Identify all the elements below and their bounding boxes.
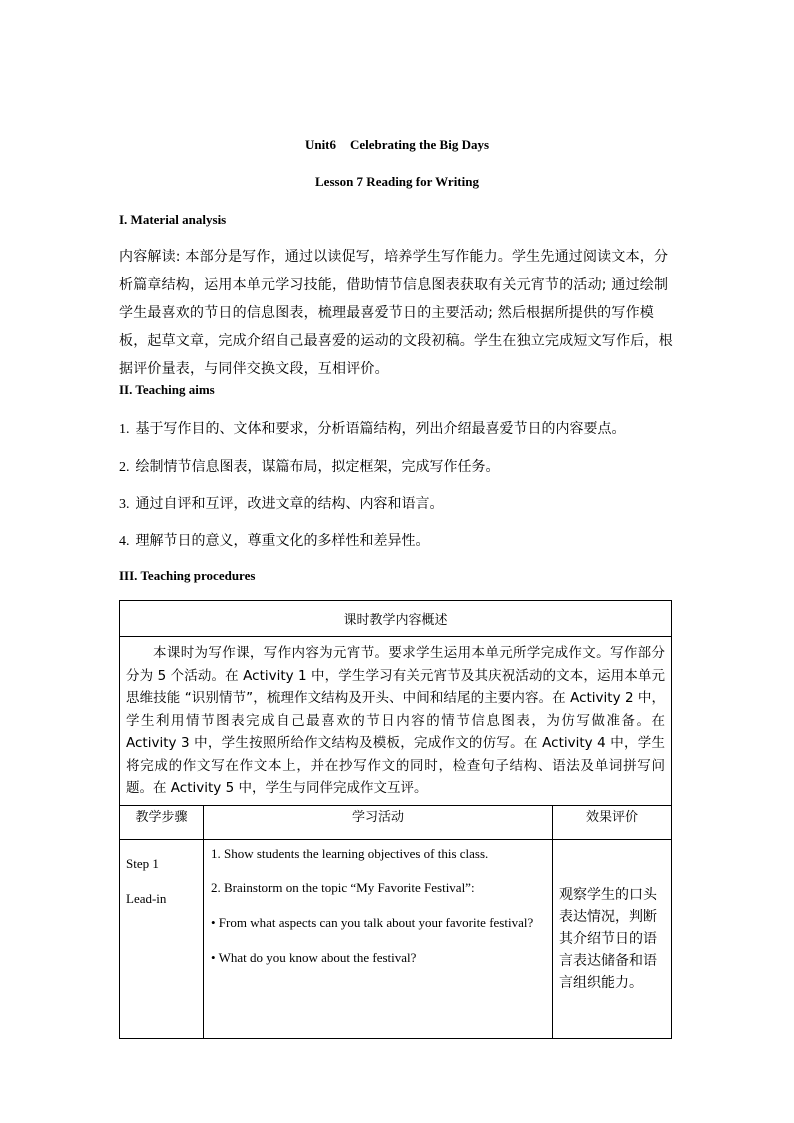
- column-header-step: 教学步骤: [120, 806, 204, 840]
- procedures-table: [119, 600, 672, 1039]
- unit-title: [0, 137, 794, 153]
- table-row: [120, 840, 672, 1039]
- table-caption: 课时教学内容概述: [120, 601, 672, 637]
- aim-item: 1. 基于写作目的、文体和要求，分析语篇结构，列出介绍最喜爱节日的内容要点。: [119, 421, 626, 437]
- activity-line: • What do you know about the festival?: [211, 950, 417, 965]
- aim-item: 3. 通过自评和互评，改进文章的结构、内容和语言。: [119, 496, 444, 512]
- activity-line: 1. Show students the learning objectives of this class.: [211, 846, 489, 861]
- aim-item: 2. 绘制情节信息图表，谋篇布局，拟定框架，完成写作任务。: [119, 459, 500, 475]
- section-heading-material-analysis: I. Material analysis: [119, 212, 227, 227]
- material-analysis-text: 内容解读: 本部分是写作，通过以读促写，培养学生写作能力。学生先通过阅读文本，分析篇章结构，运用本单元学习技能，借助情节信息图表获取有关元宵节的活动; 通过绘制学生最喜欢的节日的信息图表，梳理最喜爱节日的主要活动; 然后根据所提供的写作模板，起草文章，完成介绍自己最喜爱的运动的文段初稿。学生在独立完成短文写作后，根据评价量表，与同伴交换文段，互相评价。: [119, 249, 673, 377]
- section-heading-teaching-aims: II. Teaching aims: [119, 382, 215, 397]
- activity-line: • From what aspects can you talk about your favorite festival?: [211, 915, 534, 930]
- activity-line: 2. Brainstorm on the topic “My Favorite Festival”:: [211, 880, 475, 895]
- aim-item: 4. 理解节日的意义，尊重文化的多样性和差异性。: [119, 533, 430, 549]
- section-heading-teaching-procedures: III. Teaching procedures: [119, 568, 256, 583]
- step-number: Step 1: [126, 856, 159, 871]
- lesson-title: Lesson 7 Reading for Writing: [315, 174, 479, 189]
- step-name: Lead-in: [126, 891, 167, 906]
- step-cell: [120, 840, 204, 1039]
- table-header-row: [120, 806, 672, 840]
- column-header-activity: 学习活动: [204, 806, 553, 840]
- lesson-summary: 本课时为写作课，写作内容为元宵节。要求学生运用本单元所学完成作文。写作部分分为 5 个活动。在 Activity 1 中，学生学习有关元宵节及其庆祝活动的文本，运用本单元思维技能 “识别情节”，梳理作文结构及开头、中间和结尾的主要内容。在 Activity 2 中，学生利用情节图表完成自己最喜欢的节日内容的情节信息图表，为仿写做准备。在 Activity 3 中，学生按照所给作文结构及模板，完成作文的仿写。在 Activity 4 中，学生将完成的作文写在作文本上，并在抄写作文的同时，检查句子结构、语法及单词拼写问题。在 Activity 5 中，学生与同伴完成作文互评。: [120, 637, 672, 806]
- unit-number: Unit6: [304, 137, 337, 152]
- evaluation-cell: 观察学生的口头表达情况，判断其介绍节日的语言表达储备和语言组织能力。: [553, 840, 672, 1039]
- unit-name: Celebrating the Big Days: [350, 137, 490, 152]
- activity-cell: [204, 840, 553, 1039]
- column-header-evaluation: 效果评价: [553, 806, 672, 840]
